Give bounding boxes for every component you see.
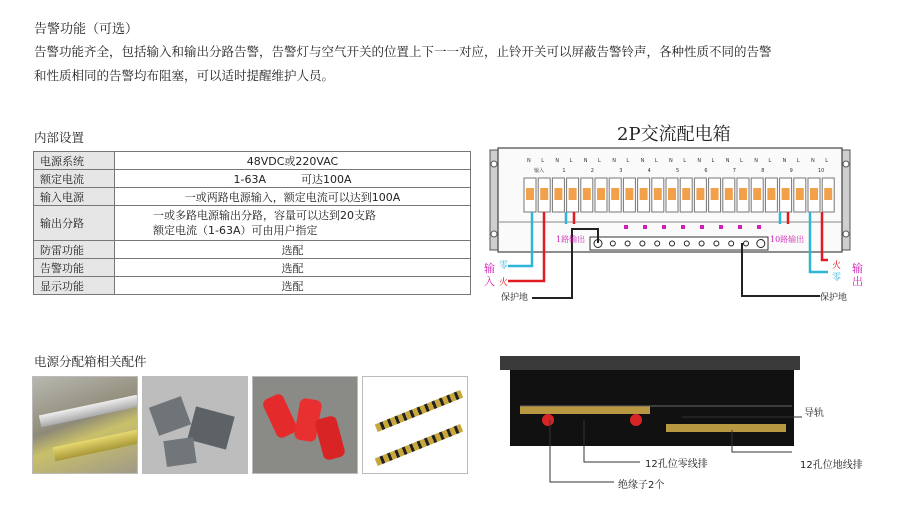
breaker-handle (569, 188, 577, 200)
terminal-label: N (725, 158, 730, 164)
bus-terminal (640, 241, 645, 246)
spec-value-line-2: 额定电流（1-63A）可由用户指定 (153, 224, 318, 237)
terminal-label: N (782, 158, 787, 164)
din-rail-photo (32, 376, 138, 474)
circuit-number: 4 (647, 168, 651, 174)
breaker-handle (583, 188, 591, 200)
spec-value (115, 206, 471, 241)
terminal-label: L (740, 158, 743, 164)
output-fire-label: 火 (832, 261, 842, 271)
spec-value: 选配 (115, 277, 471, 295)
terminal-label: L (825, 158, 828, 164)
terminal-label: L (711, 158, 715, 164)
rail-strip (39, 395, 138, 428)
breaker-handle (796, 188, 804, 200)
terminal-label: N (527, 158, 531, 164)
terminal-label: L (626, 158, 630, 164)
breaker-handle (696, 188, 704, 200)
mount-hole (491, 231, 497, 237)
box-top-lip (500, 356, 800, 370)
breaker-handle (526, 188, 534, 200)
bus-terminal (744, 241, 749, 246)
insulator (261, 392, 299, 439)
spec-table (33, 151, 471, 295)
terminal-label: L (683, 158, 686, 164)
terminal-label: L (569, 158, 573, 164)
indicator-dot (643, 225, 647, 229)
zero-bar-label: 12孔位零线排 (645, 459, 708, 470)
output-first-label: 1路输出 (556, 235, 586, 244)
spec-key: 防雷功能 (34, 241, 115, 259)
bus-terminal (757, 240, 765, 248)
insulator (314, 415, 346, 461)
distribution-box-diagram (470, 146, 880, 316)
table-row (34, 277, 471, 295)
breaker-handle (554, 188, 562, 200)
bus-terminal (684, 241, 689, 246)
spec-key: 输出分路 (34, 206, 115, 241)
bus-terminal (610, 241, 615, 246)
busbar (375, 390, 463, 432)
breaker-handle (597, 188, 605, 200)
input-label: 输入 (484, 262, 495, 288)
input-zero-label: 零 (499, 261, 509, 271)
terminal-block (187, 406, 234, 449)
ground-bar-callout (732, 430, 792, 452)
terminal-label: N (697, 158, 702, 164)
breaker-handle (810, 188, 818, 200)
circuit-number: 输入 (534, 168, 545, 174)
terminal-label: N (640, 158, 645, 164)
breaker-handle (625, 188, 633, 200)
spec-value: 48VDC或220VAC (115, 152, 471, 170)
bus-terminal (729, 241, 734, 246)
busbar-photo (362, 376, 468, 474)
table-row (34, 241, 471, 259)
indicator-dot (662, 225, 666, 229)
alarm-line-2: 和性质相同的告警均布阻塞，可以适时提醒维护人员。 (34, 68, 335, 83)
terminal-label: L (796, 158, 800, 164)
bus-terminal (625, 241, 630, 246)
breaker-handle (540, 188, 548, 200)
spec-key: 显示功能 (34, 277, 115, 295)
table-row (34, 259, 471, 277)
circuit-number: 7 (732, 168, 736, 174)
bus-terminal (670, 241, 675, 246)
spec-key: 电源系统 (34, 152, 115, 170)
table-row (34, 170, 471, 188)
input-fire-label: 火 (499, 278, 509, 288)
indicator-dot (719, 225, 723, 229)
indicator-dot (681, 225, 685, 229)
breaker-handle (739, 188, 747, 200)
terminal-block (149, 396, 191, 436)
spec-key: 输入电源 (34, 188, 115, 206)
circuit-number: 5 (676, 168, 680, 174)
table-row (34, 152, 471, 170)
circuit-number: 9 (789, 168, 793, 174)
output-label: 输出 (852, 262, 863, 288)
breaker-handle (753, 188, 761, 200)
internal-title: 内部设置 (34, 130, 85, 145)
bus-terminal (655, 241, 660, 246)
circuit-number: 6 (704, 168, 708, 174)
mount-hole (843, 231, 849, 237)
terminal-label: N (669, 158, 673, 164)
terminal-label: L (598, 158, 601, 164)
table-row (34, 188, 471, 206)
output-zero-label: 零 (832, 273, 842, 283)
ground-right-label: 保护地 (820, 293, 848, 303)
terminal-label: N (811, 158, 815, 164)
ground-left-label: 保护地 (501, 293, 529, 303)
spec-value: 选配 (115, 259, 471, 277)
insulator-photo (252, 376, 358, 474)
insulator-label: 绝缘子2个 (618, 480, 665, 491)
spec-value: 一或两路电源输入，额定电流可以达到100A (115, 188, 471, 206)
zero-bar-callout (584, 420, 640, 462)
terminal-label: N (583, 158, 588, 164)
ground-bar-label: 12孔位地线排 (800, 460, 863, 471)
circuit-number: 10 (818, 168, 825, 174)
table-row (34, 206, 471, 241)
bus-terminal (714, 241, 719, 246)
circuit-number: 3 (619, 168, 623, 174)
breaker-handle (782, 188, 790, 200)
breaker-handle (611, 188, 619, 200)
indicator-dot (700, 225, 704, 229)
terminal-label: N (555, 158, 560, 164)
circuit-number: 8 (761, 168, 765, 174)
breaker-handle (711, 188, 719, 200)
breaker-handle (725, 188, 733, 200)
rail-strip (53, 427, 138, 461)
circuit-number: 2 (590, 168, 594, 174)
terminal-label: L (654, 158, 658, 164)
alarm-line-1: 告警功能齐全，包括输入和输出分路告警，告警灯与空气开关的位置上下一一对应，止铃开关可以屏蔽告警铃声，各种性质不同的告警 (34, 44, 772, 59)
spec-value: 1-63A 可达100A (115, 170, 471, 188)
spec-value-line-1: 一或多路电源输出分路，容量可以达到20支路 (153, 209, 376, 222)
rail-label: 导轨 (804, 408, 824, 419)
output-last-label: 10路输出 (770, 235, 805, 244)
breaker-handle (668, 188, 676, 200)
mount-hole (843, 161, 849, 167)
insulator-callout (550, 420, 614, 482)
terminal-label: N (754, 158, 758, 164)
spec-key: 额定电流 (34, 170, 115, 188)
parts-title: 电源分配箱相关配件 (34, 354, 147, 369)
breaker-handle (824, 188, 832, 200)
breaker-handle (682, 188, 690, 200)
mount-hole (491, 161, 497, 167)
spec-key: 告警功能 (34, 259, 115, 277)
spec-value: 选配 (115, 241, 471, 259)
indicator-dot (757, 225, 761, 229)
alarm-title: 告警功能（可选） (34, 22, 139, 37)
breaker-handle (767, 188, 775, 200)
busbar (375, 424, 463, 466)
terminal-block-photo (142, 376, 248, 474)
diagram-title: 2P交流配电箱 (617, 124, 731, 145)
terminal-label: L (541, 158, 544, 164)
terminal-label: N (612, 158, 616, 164)
indicator-dot (738, 225, 742, 229)
alarm-description (34, 40, 824, 88)
indicator-dot (624, 225, 628, 229)
circuit-number: 1 (562, 168, 566, 174)
breaker-handle (654, 188, 662, 200)
terminal-block (163, 437, 196, 467)
photo-callouts (540, 400, 880, 492)
bus-terminal (699, 241, 704, 246)
breaker-handle (640, 188, 648, 200)
terminal-label: L (768, 158, 772, 164)
